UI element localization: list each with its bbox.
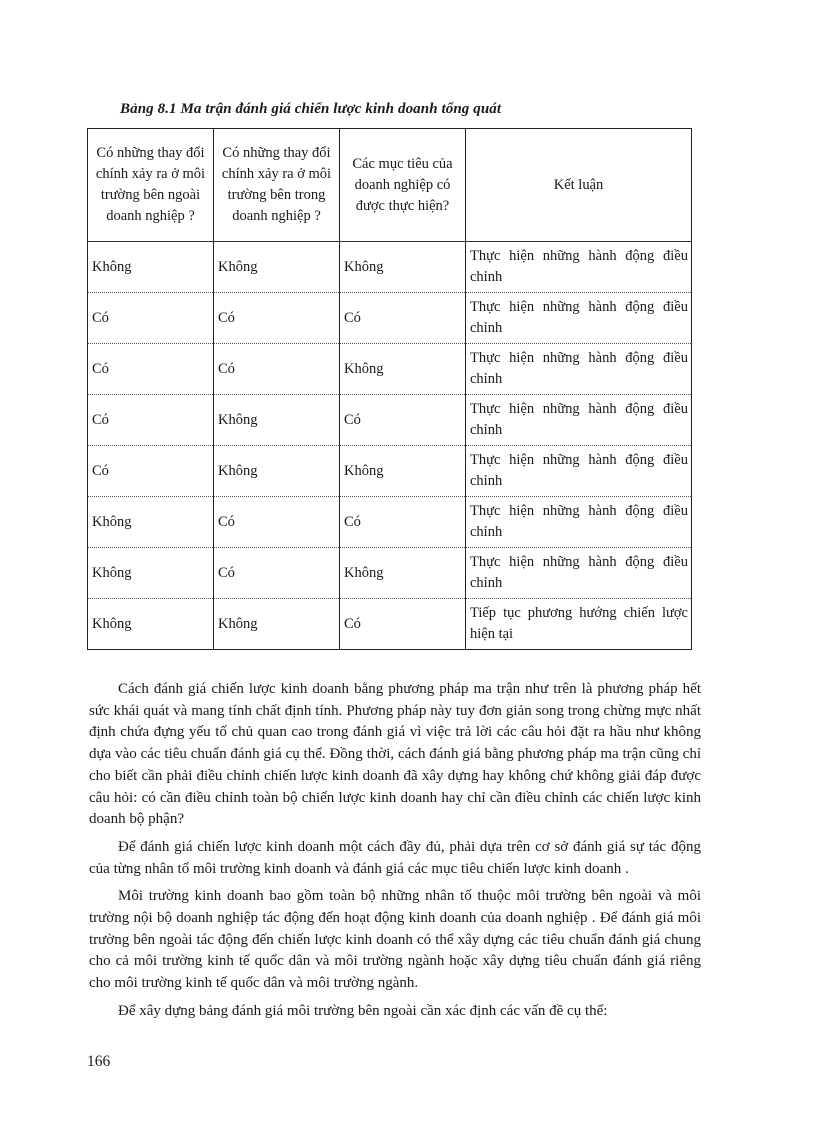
cell-conclusion: Tiếp tục phương hướng chiến lược hiện tại [466,599,692,650]
table-row [88,548,692,599]
paragraph: Cách đánh giá chiến lược kinh doanh bằng phương pháp ma trận như trên là phương pháp hết sức khái quát và mang tính chất định tính. Phương pháp này tuy đơn giản song trong chừng mực nhất định chứa đựng yếu tố chủ quan cao trong đánh giá vì việc trả lời các câu hỏi đặt ra hầu như không dựa vào các tiêu chuẩn đánh giá cụ thể. Đồng thời, cách đánh giá bằng phương pháp ma trận cũng chỉ cho biết cần phải điều chỉnh chiến lược kinh doanh đã xây dựng hay không chứ không giải đáp được câu hỏi: có cần điều chỉnh toàn bộ chiến lược kinh doanh hay chỉ cần điều chỉnh các chiến lược kinh doanh bộ phận? [89,681,701,828]
cell-conclusion: Thực hiện những hành động điều chỉnh [466,548,692,599]
paragraph: Để đánh giá chiến lược kinh doanh một cách đầy đủ, phải dựa trên cơ sở đánh giá sự tác động của từng nhân tố môi trường kinh doanh và đánh giá các mục tiêu chiến lược kinh doanh . [89,838,701,877]
paragraph: Để xây dựng bảng đánh giá môi trường bên ngoài cần xác định các vấn đề cụ thể: [118,1002,608,1019]
strategy-evaluation-matrix [87,128,692,650]
body-text [89,679,701,1029]
cell-external: Không [88,242,214,293]
cell-external: Có [88,446,214,497]
cell-external: Không [88,599,214,650]
table-row [88,242,692,293]
header-internal-changes: Có những thay đổi chính xảy ra ở môi trường bên trong doanh nghiệp ? [214,129,340,242]
cell-objectives: Có [340,599,466,650]
cell-external: Không [88,497,214,548]
cell-conclusion: Thực hiện những hành động điều chỉnh [466,497,692,548]
cell-conclusion: Thực hiện những hành động điều chỉnh [466,293,692,344]
paragraph: Môi trường kinh doanh bao gồm toàn bộ những nhân tố thuộc môi trường bên ngoài và môi trường nội bộ doanh nghiệp tác động đến hoạt động kinh doanh của doanh nghiệp . Để đánh giá môi trường bên ngoài tác động đến chiến lược kinh doanh có thể xây dựng các tiêu chuẩn đánh giá chung cho cả môi trường kinh tế quốc dân và môi trường ngành hoặc xây dựng tiêu chuẩn đánh giá riêng cho môi trường kinh tế quốc dân và môi trường ngành. [89,888,701,992]
page-number: 166 [87,1053,111,1070]
header-external-changes: Có những thay đổi chính xảy ra ở môi trường bên ngoài doanh nghiệp ? [88,129,214,242]
cell-objectives: Có [340,497,466,548]
cell-internal: Có [214,293,340,344]
table-row [88,446,692,497]
table-row [88,497,692,548]
cell-internal: Có [214,548,340,599]
cell-internal: Không [214,395,340,446]
cell-objectives: Không [340,548,466,599]
cell-conclusion: Thực hiện những hành động điều chỉnh [466,242,692,293]
cell-objectives: Không [340,242,466,293]
table-caption: Bảng 8.1 Ma trận đánh giá chiến lược kinh doanh tổng quát [120,101,502,117]
cell-objectives: Không [340,446,466,497]
header-conclusion: Kết luận [466,129,692,242]
cell-objectives: Có [340,395,466,446]
table-header-row [88,129,692,242]
table-row [88,344,692,395]
cell-internal: Có [214,497,340,548]
cell-objectives: Không [340,344,466,395]
cell-external: Có [88,293,214,344]
header-objectives-achieved: Các mục tiêu của doanh nghiệp có được thực hiện? [340,129,466,242]
cell-internal: Không [214,599,340,650]
cell-conclusion: Thực hiện những hành động điều chỉnh [466,446,692,497]
table-row [88,293,692,344]
cell-conclusion: Thực hiện những hành động điều chỉnh [466,395,692,446]
cell-internal: Không [214,242,340,293]
table-row [88,395,692,446]
cell-internal: Không [214,446,340,497]
cell-internal: Có [214,344,340,395]
cell-external: Có [88,395,214,446]
cell-objectives: Có [340,293,466,344]
cell-external: Không [88,548,214,599]
table-row [88,599,692,650]
cell-conclusion: Thực hiện những hành động điều chỉnh [466,344,692,395]
cell-external: Có [88,344,214,395]
